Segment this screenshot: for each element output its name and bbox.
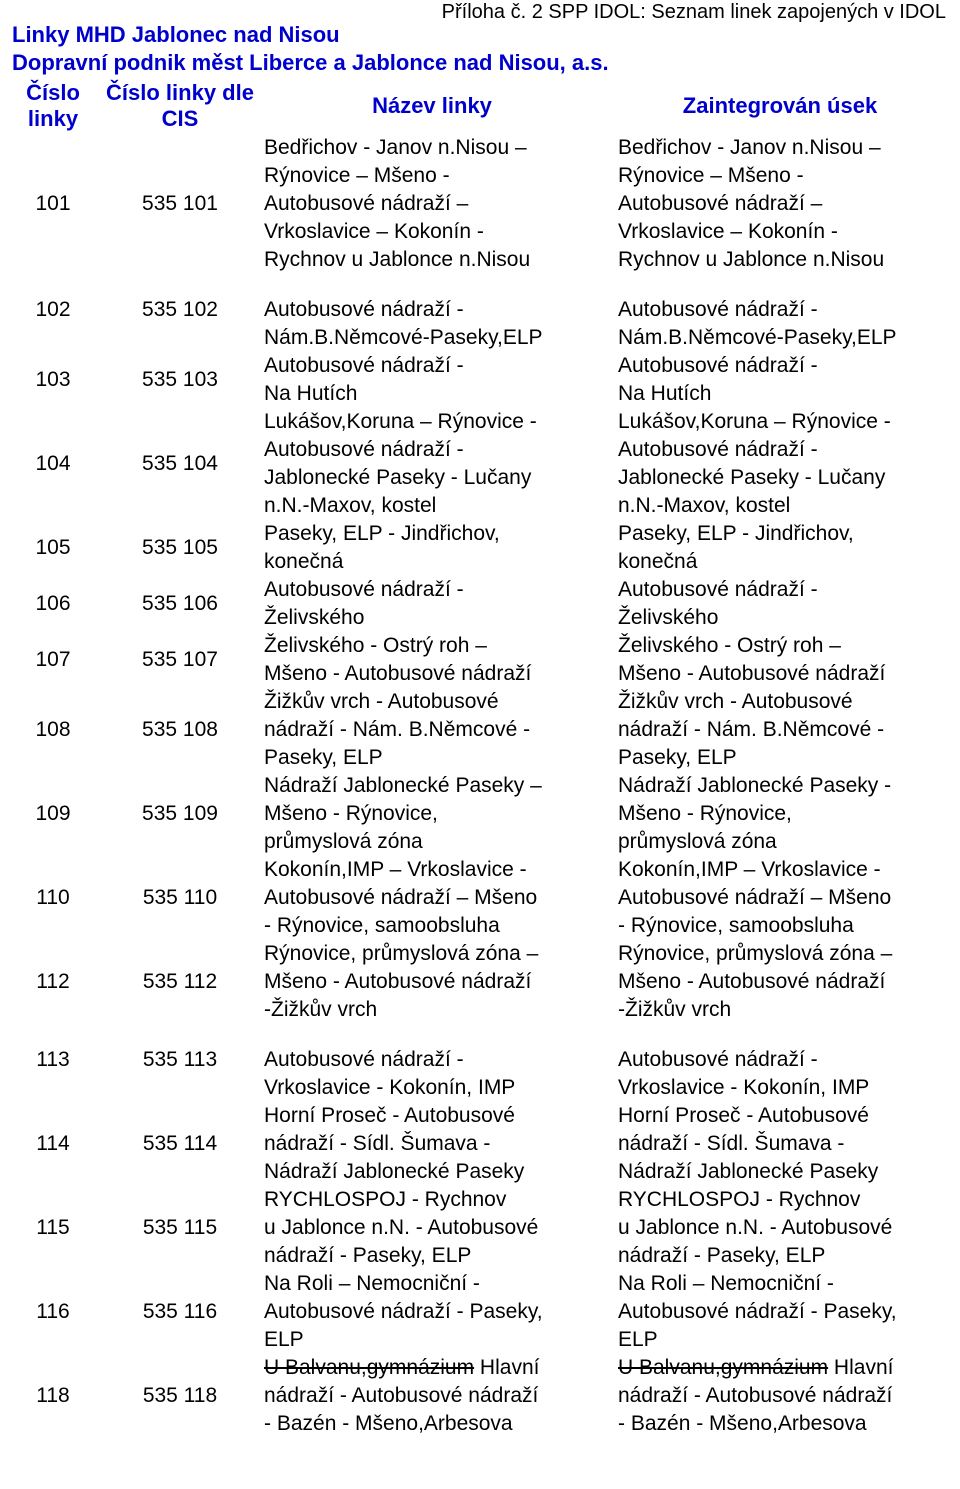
line-number: 107 — [35, 648, 71, 671]
cis-number: 535 116 — [142, 1300, 218, 1323]
line-number: 118 — [36, 1384, 70, 1407]
lines-table — [0, 78, 950, 1438]
cis-number: 535 113 — [142, 1048, 218, 1071]
cis-number: 535 112 — [142, 970, 218, 993]
annex-heading: Příloha č. 2 SPP IDOL: Seznam linek zapojených v IDOL — [441, 1, 946, 23]
integrated-section: Rýnovice, průmyslová zóna – Mšeno - Autobusové nádraží -Žižkův vrch — [618, 942, 893, 1021]
table-row — [0, 1354, 950, 1438]
table-row — [0, 688, 950, 772]
cis-number: 535 102 — [142, 298, 218, 321]
integrated-section: Žižkův vrch - Autobusové nádraží - Nám. B.Němcové - Paseky, ELP — [618, 690, 885, 769]
table-row — [0, 632, 950, 688]
line-number: 113 — [36, 1048, 70, 1071]
table-row — [0, 940, 950, 1024]
line-name — [254, 1354, 610, 1438]
table-row — [0, 1186, 950, 1270]
line-name-rest: Hlavní nádraží - Autobusové nádraží - Bazén - Mšeno,Arbesova — [264, 1356, 540, 1435]
cis-number: 535 106 — [142, 592, 218, 615]
integrated-section: Kokonín,IMP – Vrkoslavice - Autobusové nádraží – Mšeno - Rýnovice, samoobsluha — [618, 858, 892, 937]
line-number: 104 — [35, 452, 71, 475]
line-name: Rýnovice, průmyslová zóna – Mšeno - Autobusové nádraží -Žižkův vrch — [264, 942, 539, 1021]
line-number: 114 — [36, 1132, 70, 1155]
cis-number: 535 105 — [142, 536, 218, 559]
table-row — [0, 296, 950, 352]
cis-number: 535 104 — [142, 452, 218, 475]
integrated-section: Autobusové nádraží - Na Hutích — [618, 354, 818, 405]
line-name: Autobusové nádraží - Na Hutích — [264, 354, 464, 405]
line-number: 106 — [35, 592, 71, 615]
table-row — [0, 352, 950, 408]
line-name: Autobusové nádraží - Želivského — [264, 578, 464, 629]
cis-number: 535 107 — [142, 648, 218, 671]
integrated-section: Na Roli – Nemocniční - Autobusové nádraží - Paseky, ELP — [618, 1272, 897, 1351]
line-number: 108 — [35, 718, 71, 741]
cis-number: 535 108 — [142, 718, 218, 741]
header-line-name: Název linky — [372, 93, 492, 118]
line-number: 103 — [35, 368, 71, 391]
line-number: 109 — [35, 802, 71, 825]
line-number: 101 — [35, 192, 71, 215]
table-row — [0, 856, 950, 940]
integrated-section: Autobusové nádraží - Vrkoslavice - Kokonín, IMP — [618, 1048, 870, 1099]
cis-number: 535 101 — [142, 192, 218, 215]
row-gap — [0, 1024, 950, 1046]
header-line-number: Číslo linky — [26, 80, 80, 131]
line-number: 112 — [36, 970, 70, 993]
integrated-section: RYCHLOSPOJ - Rychnov u Jablonce n.N. - Autobusové nádraží - Paseky, ELP — [618, 1188, 893, 1267]
line-name: Nádraží Jablonecké Paseky – Mšeno - Rýnovice, průmyslová zóna — [264, 774, 542, 853]
line-number: 116 — [36, 1300, 70, 1323]
table-row — [0, 1270, 950, 1354]
table-row — [0, 520, 950, 576]
integrated-section: Paseky, ELP - Jindřichov, konečná — [618, 522, 854, 573]
integrated-section: Nádraží Jablonecké Paseky - Mšeno - Rýnovice, průmyslová zóna — [618, 774, 892, 853]
table-row — [0, 576, 950, 632]
line-name: Želivského - Ostrý roh – Mšeno - Autobusové nádraží — [264, 634, 532, 685]
integrated-section: Lukášov,Koruna – Rýnovice - Autobusové nádraží - Jablonecké Paseky - Lučany n.N.-Maxov, kostel — [618, 410, 891, 517]
table-row — [0, 772, 950, 856]
header-integrated-section: Zaintegrován úsek — [682, 93, 878, 118]
cis-number: 535 115 — [142, 1216, 218, 1239]
table-row — [0, 408, 950, 520]
operator-title: Dopravní podnik měst Liberce a Jablonce nad Nisou, a.s. — [12, 50, 609, 75]
line-name: Autobusové nádraží - Vrkoslavice - Kokonín, IMP — [264, 1048, 516, 1099]
line-name: Horní Proseč - Autobusové nádraží - Sídl. Šumava - Nádraží Jablonecké Paseky — [264, 1104, 525, 1183]
line-name: Žižkův vrch - Autobusové nádraží - Nám. B.Němcové - Paseky, ELP — [264, 690, 531, 769]
integrated-section: Autobusové nádraží - Nám.B.Němcové-Paseky,ELP — [618, 298, 897, 349]
document-title: Linky MHD Jablonec nad Nisou — [12, 22, 340, 47]
line-number: 105 — [35, 536, 71, 559]
line-name: Autobusové nádraží - Nám.B.Němcové-Paseky,ELP — [264, 298, 543, 349]
line-name: Lukášov,Koruna – Rýnovice - Autobusové nádraží - Jablonecké Paseky - Lučany n.N.-Maxov, kostel — [264, 410, 537, 517]
line-name: Kokonín,IMP – Vrkoslavice - Autobusové nádraží – Mšeno - Rýnovice, samoobsluha — [264, 858, 538, 937]
cis-number: 535 114 — [142, 1132, 218, 1155]
table-header-row — [0, 78, 950, 134]
cis-number: 535 109 — [142, 802, 218, 825]
struck-stop-name: U Balvanu,gymnázium — [618, 1356, 829, 1379]
line-name: Bedřichov - Janov n.Nisou – Rýnovice – Mšeno - Autobusové nádraží – Vrkoslavice – Kokonín - Rychnov u Jablonce n.Nisou — [264, 136, 531, 271]
table-row — [0, 1046, 950, 1102]
integrated-section — [610, 1354, 950, 1438]
integrated-section: Želivského - Ostrý roh – Mšeno - Autobusové nádraží — [618, 634, 886, 685]
row-gap — [0, 274, 950, 296]
cis-number: 535 118 — [142, 1384, 218, 1407]
cis-number: 535 103 — [142, 368, 218, 391]
line-name: Na Roli – Nemocniční - Autobusové nádraží - Paseky, ELP — [264, 1272, 543, 1351]
integrated-section-rest: Hlavní nádraží - Autobusové nádraží - Bazén - Mšeno,Arbesova — [618, 1356, 894, 1435]
integrated-section: Bedřichov - Janov n.Nisou – Rýnovice – Mšeno - Autobusové nádraží – Vrkoslavice – Kokonín - Rychnov u Jablonce n.Nisou — [618, 136, 885, 271]
cis-number: 535 110 — [142, 886, 218, 909]
struck-stop-name: U Balvanu,gymnázium — [264, 1356, 475, 1379]
table-row — [0, 1102, 950, 1186]
line-name: RYCHLOSPOJ - Rychnov u Jablonce n.N. - Autobusové nádraží - Paseky, ELP — [264, 1188, 539, 1267]
line-number: 102 — [35, 298, 71, 321]
integrated-section: Autobusové nádraží - Želivského — [618, 578, 818, 629]
line-name: Paseky, ELP - Jindřichov, konečná — [264, 522, 500, 573]
header-cis-number: Číslo linky dle CIS — [106, 80, 254, 131]
line-number: 110 — [36, 886, 70, 909]
line-number: 115 — [36, 1216, 70, 1239]
integrated-section: Horní Proseč - Autobusové nádraží - Sídl. Šumava - Nádraží Jablonecké Paseky — [618, 1104, 879, 1183]
table-row — [0, 134, 950, 274]
